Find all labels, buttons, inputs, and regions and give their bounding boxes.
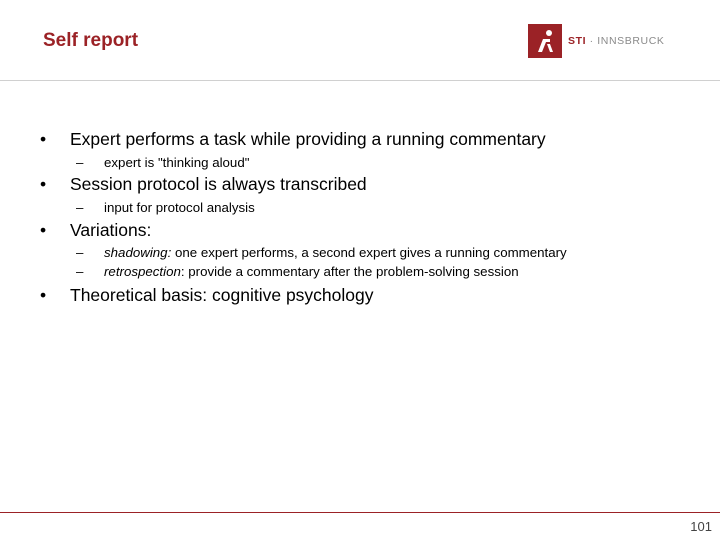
slide-title: Self report: [43, 30, 139, 51]
bullet-glyph: •: [40, 174, 47, 194]
bullet-glyph: •: [40, 220, 47, 240]
bullet-text: Theoretical basis: cognitive psychology: [70, 285, 374, 305]
sub-bullet-glyph: –: [76, 245, 84, 260]
logo-name: INNSBRUCK: [597, 35, 665, 47]
sub-bullet-text: retrospection: provide a commentary after the problem-solving session: [104, 264, 519, 279]
bullet-glyph: •: [40, 129, 47, 149]
bullet-text: Variations:: [70, 220, 152, 240]
sub-bullet-glyph: –: [76, 264, 84, 279]
sub-bullet-text: shadowing: one expert performs, a second expert gives a running commentary: [104, 245, 567, 260]
bullet-text: Session protocol is always transcribed: [70, 174, 367, 194]
sub-bullet-text: expert is "thinking aloud": [104, 155, 250, 170]
logo-wordmark: [568, 35, 665, 47]
bullet-text: Expert performs a task while providing a running commentary: [70, 129, 546, 149]
logo-brand: STI: [568, 35, 587, 47]
logo-separator: ·: [586, 35, 598, 47]
sub-bullet-text: input for protocol analysis: [104, 200, 255, 215]
sub-bullet-glyph: –: [76, 155, 84, 170]
bullet-glyph: •: [40, 285, 47, 305]
footer-divider: [0, 512, 720, 513]
page-number: 101: [690, 519, 712, 534]
sti-innsbruck-logo: [528, 24, 665, 58]
header-divider: [0, 80, 720, 81]
sub-bullet-glyph: –: [76, 200, 84, 215]
sti-person-icon: [528, 24, 562, 58]
